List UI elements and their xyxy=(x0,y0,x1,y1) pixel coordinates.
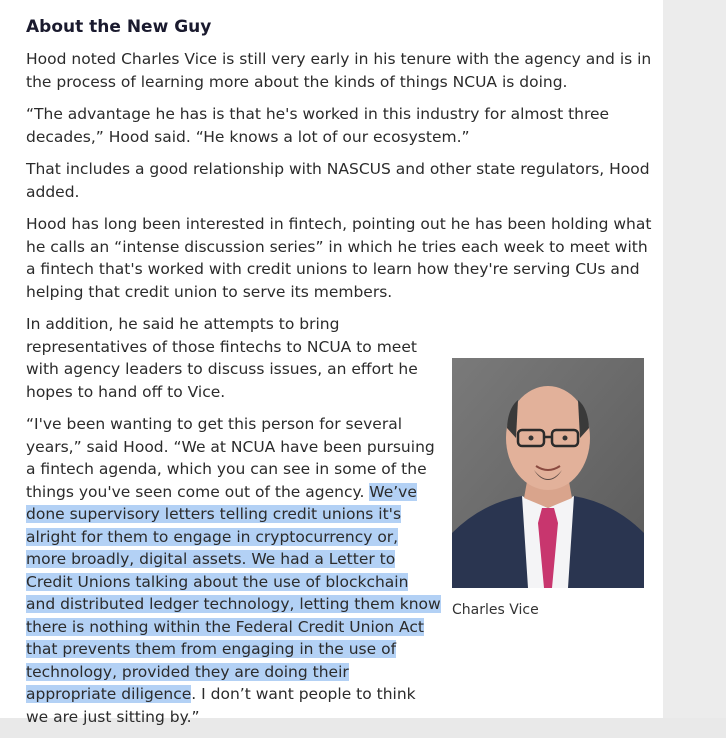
paragraph-6-start: “I've been wanting to get this person for several years,” said Hood. “We at NCUA have been pursuing a fintech agenda, which you can see in some of the things you've seen come out of the agency. xyxy=(26,415,435,501)
section-heading: About the New Guy xyxy=(26,17,212,37)
portrait-photo xyxy=(452,358,644,588)
photo-caption: Charles Vice xyxy=(452,602,539,618)
paragraph-2: “The advantage he has is that he's worked in this industry for almost three decades,” Hood said. “He knows a lot of our ecosystem.” xyxy=(26,105,610,146)
paragraph-6-end: . I don’t want people to think we are just sitting by.” xyxy=(26,685,416,726)
paragraph-5: In addition, he said he attempts to bring representatives of those fintechs to NCUA to meet with agency leaders to discuss issues, an effort he hopes to hand off to Vice. xyxy=(26,315,418,401)
highlighted-selection[interactable]: We’ve done supervisory letters telling credit unions it's alright for them to engage in cryptocurrency or, more broadly, digital assets. We had a Letter to Credit Unions talking about the use of blockchain and distributed ledger technology, letting them know there is nothing within the Federal Credit Union Act that prevents them from engaging in the use of technology, provided they are doing their appropriate diligence xyxy=(26,482,441,703)
paragraph-6 xyxy=(26,413,441,728)
paragraph-1: Hood noted Charles Vice is still very early in his tenure with the agency and is in the process of learning more about the kinds of things NCUA is doing. xyxy=(26,50,652,91)
paragraph-3: That includes a good relationship with NASCUS and other state regulators, Hood added. xyxy=(26,160,650,201)
photo-figure xyxy=(452,358,647,618)
page-margin xyxy=(663,0,726,718)
paragraph-4: Hood has long been interested in fintech, pointing out he has been holding what he calls an “intense discussion series” in which he tries each week to meet with a fintech that's worked with credit unions to learn how they're serving CUs and helping that credit union to serve its members. xyxy=(26,215,652,301)
